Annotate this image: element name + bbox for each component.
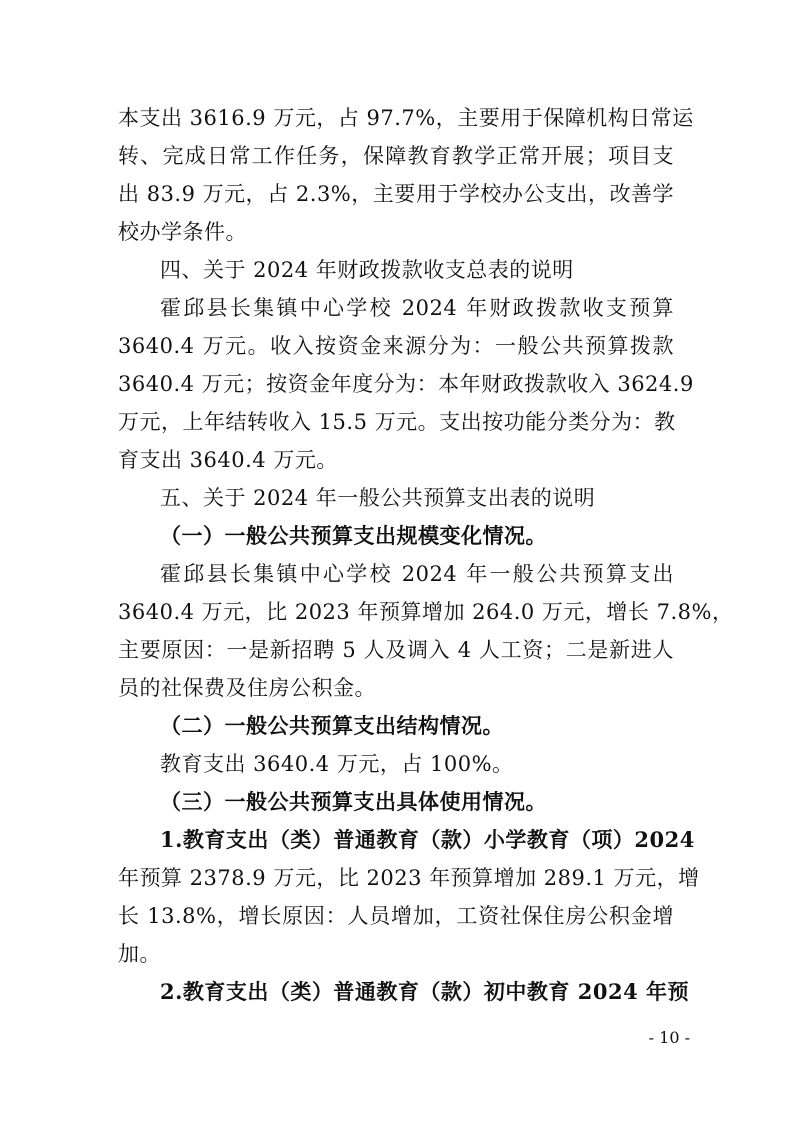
item-heading-2: 2.教育支出（类）普通教育（款）初中教育 2024 年预 [160,979,689,1004]
paragraph-line: 出 83.9 万元，占 2.3%，主要用于学校办公支出，改善学 [118,182,674,206]
paragraph-line: 主要原因：一是新招聘 5 人及调入 4 人工资；二是新进人 [118,638,674,662]
paragraph-line: 转、完成日常工作任务，保障教育教学正常开展；项目支 [118,144,674,168]
paragraph-line: 员的社保费及住房公积金。 [118,676,376,700]
subsection-heading-1: （一）一般公共预算支出规模变化情况。 [160,523,547,548]
paragraph-line: 霍邱县长集镇中心学校 2024 年一般公共预算支出 [160,562,674,586]
paragraph-line: 校办学条件。 [118,220,247,244]
paragraph-line: 3640.4 万元；按资金年度分为：本年财政拨款收入 3624.9 [118,372,694,396]
paragraph-line: 万元，上年结转收入 15.5 万元。支出按功能分类分为：教 [118,410,676,434]
paragraph-line: 3640.4 万元。收入按资金来源分为：一般公共预算拨款 [118,334,674,358]
paragraph-line: 本支出 3616.9 万元，占 97.7%，主要用于保障机构日常运 [118,106,694,130]
paragraph-line: 长 13.8%，增长原因：人员增加，工资社保住房公积金增 [118,904,674,928]
item-heading-1: 1.教育支出（类）普通教育（款）小学教育（项）2024 [160,827,695,852]
subsection-heading-2: （二）一般公共预算支出结构情况。 [160,713,504,738]
paragraph-line: 育支出 3640.4 万元。 [118,448,338,472]
paragraph-line: 教育支出 3640.4 万元，占 100%。 [160,752,514,776]
paragraph-line: 3640.4 万元，比 2023 年预算增加 264.0 万元，增长 7.8%， [118,600,734,624]
page-number: - 10 - [648,1028,690,1047]
paragraph-line: 加。 [118,942,161,966]
subsection-heading-3: （三）一般公共预算支出具体使用情况。 [160,789,547,814]
section-heading-5: 五、关于 2024 年一般公共预算支出表的说明 [160,486,596,510]
section-heading-4: 四、关于 2024 年财政拨款收支总表的说明 [160,258,574,282]
paragraph-line: 年预算 2378.9 万元，比 2023 年预算增加 289.1 万元，增 [118,866,700,890]
paragraph-line: 霍邱县长集镇中心学校 2024 年财政拨款收支预算 [160,296,674,320]
